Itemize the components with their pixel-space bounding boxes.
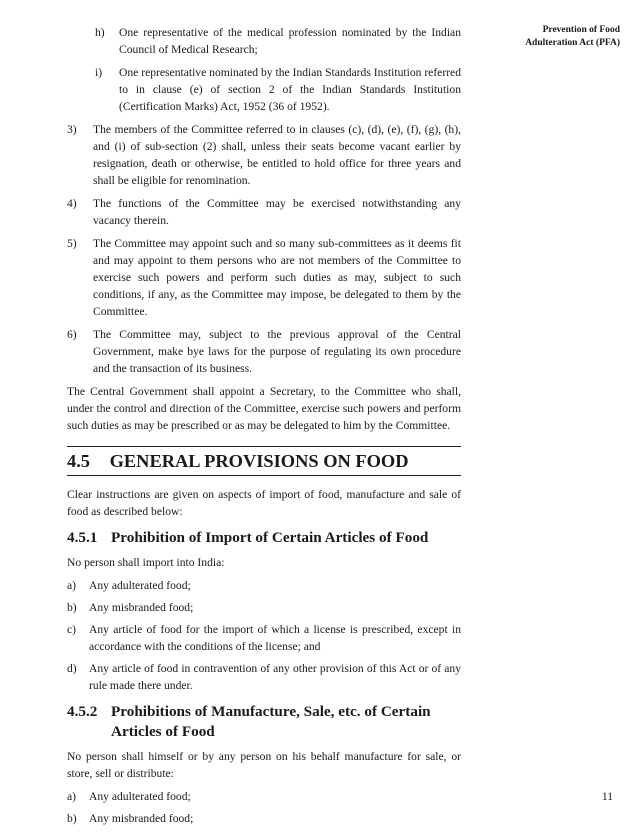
numbered-item-text: The functions of the Committee may be exercised notwithstanding any vacancy therein. bbox=[93, 197, 461, 227]
section-intro: Clear instructions are given on aspects of import of food, manufacture and sale of food as described below: bbox=[67, 488, 461, 518]
list-item-i bbox=[67, 64, 461, 115]
numbered-item-label: 6) bbox=[67, 328, 77, 341]
list-item-c bbox=[67, 621, 461, 655]
subsection-title: Prohibition of Import of Certain Articles of Food bbox=[111, 529, 429, 546]
subsection-title: Prohibitions of Manufacture, Sale, etc. of Certain Articles of Food bbox=[111, 703, 431, 740]
numbered-item-text: The Committee may, subject to the previous approval of the Central Government, make bye laws for the purpose of regulating its own procedure and the transaction of its business. bbox=[93, 328, 461, 375]
list-item-text: One representative nominated by the Indian Standards Institution referred to in clause (e) of section 2 of the Indian Standards Institution (Certification Marks) Act, 1952 (36 of 1952). bbox=[119, 66, 461, 113]
numbered-item-text: The Committee may appoint such and so many sub-committees as it deems fit and may appoint to them persons who are not members of the Committee to exercise such powers and perform such duties as may, subject to such conditions, if any, as the Committee may impose, be delegated to them by the Committee. bbox=[93, 237, 461, 318]
page-body bbox=[67, 24, 461, 832]
section-number: 4.5 bbox=[67, 451, 90, 471]
subsection-number: 4.5.2 bbox=[67, 703, 98, 720]
list-item-text: Any misbranded food; bbox=[89, 601, 194, 614]
subsection-intro: No person shall import into India: bbox=[67, 556, 225, 569]
list-item-text: Any adulterated food; bbox=[89, 579, 191, 592]
list-item-label: d) bbox=[67, 662, 77, 675]
list-item-text: One representative of the medical profession nominated by the Indian Council of Medical Research; bbox=[119, 26, 461, 56]
numbered-item-4 bbox=[67, 195, 461, 229]
list-item-label: b) bbox=[67, 812, 77, 825]
list-item-a bbox=[67, 788, 461, 805]
list-item-text: Any misbranded food; bbox=[89, 812, 194, 825]
list-item-text: Any article of food for the import of which a license is prescribed, except in accordance with the conditions of the license; and bbox=[89, 623, 461, 653]
list-item-h bbox=[67, 24, 461, 58]
subsection-intro: No person shall himself or by any person on his behalf manufacture for sale, or store, sell or distribute: bbox=[67, 750, 461, 780]
secretary-paragraph: The Central Government shall appoint a Secretary, to the Committee who shall, under the control and direction of the Committee, exercise such powers and perform such duties as may be prescribed or as may be delegated to him by the Committee. bbox=[67, 385, 461, 432]
margin-chapter-title bbox=[482, 24, 620, 50]
section-title: GENERAL PROVISIONS ON FOOD bbox=[109, 451, 409, 471]
margin-title-line-1: Prevention of Food bbox=[542, 25, 620, 35]
list-item-a bbox=[67, 577, 461, 594]
list-item-label: a) bbox=[67, 790, 77, 803]
subsection-heading-4-5-1 bbox=[67, 528, 461, 548]
numbered-item-label: 5) bbox=[67, 237, 77, 250]
list-item-label: b) bbox=[67, 601, 77, 614]
numbered-item-5 bbox=[67, 235, 461, 320]
numbered-item-3 bbox=[67, 121, 461, 189]
list-item-b bbox=[67, 810, 461, 827]
subsection-heading-4-5-2 bbox=[67, 702, 461, 742]
margin-title-line-2: Adulteration Act (PFA) bbox=[525, 38, 620, 48]
list-item-label: c) bbox=[67, 623, 77, 636]
numbered-item-label: 4) bbox=[67, 197, 77, 210]
section-top-rule bbox=[67, 446, 461, 447]
subsection-number: 4.5.1 bbox=[67, 529, 98, 546]
numbered-item-label: 3) bbox=[67, 123, 77, 136]
list-item-label: i) bbox=[95, 66, 103, 79]
list-item-label: a) bbox=[67, 579, 77, 592]
numbered-item-text: The members of the Committee referred to in clauses (c), (d), (e), (f), (g), (h), and (i) of sub-section (2) shall, unless their seats become vacant earlier by resignation, death or otherwise, be entitled to hold office for three years and shall be eligible for renomination. bbox=[93, 123, 461, 187]
numbered-item-6 bbox=[67, 326, 461, 377]
page-number: 11 bbox=[601, 790, 613, 803]
list-item-label: h) bbox=[95, 26, 105, 39]
list-item-d bbox=[67, 660, 461, 694]
list-item-text: Any article of food in contravention of any other provision of this Act or of any rule made there under. bbox=[89, 662, 461, 692]
section-heading bbox=[67, 449, 461, 476]
list-item-b bbox=[67, 599, 461, 616]
list-item-text: Any adulterated food; bbox=[89, 790, 191, 803]
